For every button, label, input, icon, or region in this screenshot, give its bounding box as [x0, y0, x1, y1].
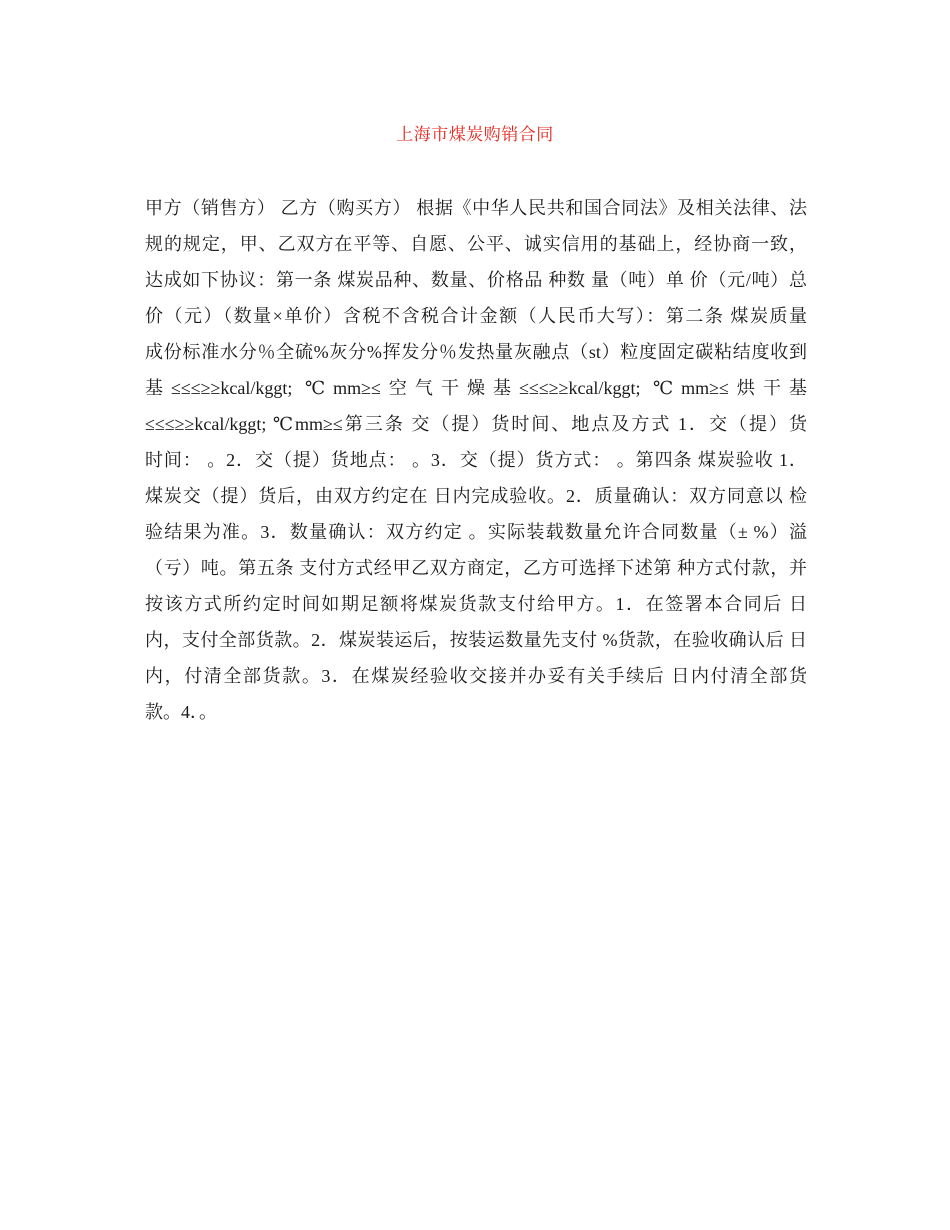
body-line: 成份标准水分％全硫%灰分%挥发分％发热量灰融点（st）粒度固定碳粘结度收到 [145, 342, 807, 362]
body-line: 内，付清全部货款。3．在煤炭经验收交接并办妥有关手续后 日内付清全部货 [145, 666, 807, 686]
body-line: 验结果为准。3．数量确认：双方约定 。实际装载数量允许合同数量（± %）溢 [145, 522, 807, 542]
body-line-last: 款。4．。 [145, 702, 217, 722]
document-body [145, 190, 807, 730]
body-line: 基≤≤≤≥≥kcal/kggt; ℃mm≥≤空气干燥基≤≤≤≥≥kcal/kggt; ℃mm≥≤烘干基 [145, 378, 807, 398]
body-line: 达成如下协议：第一条 煤炭品种、数量、价格品 种数 量（吨）单 价（元/吨）总 [145, 270, 807, 290]
body-line: 价（元）（数量×单价）含税不含税合计金额（人民币大写）：第二条 煤炭质量 [145, 306, 807, 326]
body-line: 内，支付全部货款。2．煤炭装运后，按装运数量先支付 %货款，在验收确认后 日 [145, 630, 807, 650]
body-line: 规的规定，甲、乙双方在平等、自愿、公平、诚实信用的基础上，经协商一致， [145, 234, 807, 254]
body-line: 甲方（销售方） 乙方（购买方） 根据《中华人民共和国合同法》及相关法律、法 [145, 198, 807, 218]
body-line: 时间： 。2．交（提）货地点： 。3．交（提）货方式： 。第四条 煤炭验收 1． [145, 450, 807, 470]
body-line: （亏）吨。第五条 支付方式经甲乙双方商定，乙方可选择下述第 种方式付款，并 [145, 558, 807, 578]
document-title: 上海市煤炭购销合同 [396, 125, 554, 144]
body-line: 煤炭交（提）货后，由双方约定在 日内完成验收。2．质量确认：双方同意以 检 [145, 486, 807, 506]
body-line: ≤≤≤≥≥kcal/kggt; ℃mm≥≤第三条 交（提）货时间、地点及方式 1．交（提）货 [145, 414, 807, 434]
body-line: 按该方式所约定时间如期足额将煤炭货款支付给甲方。1．在签署本合同后 日 [145, 594, 807, 614]
